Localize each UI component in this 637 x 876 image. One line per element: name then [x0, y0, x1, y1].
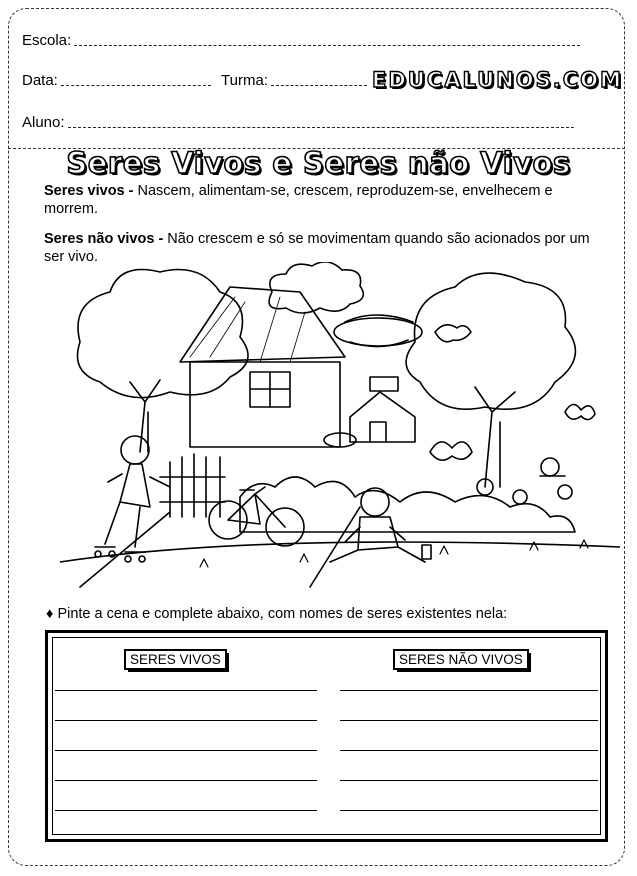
nonliving-text: Não crescem e só se movimentam quando são acionados por um ser vivo.: [44, 231, 590, 265]
house-roof-icon: [180, 287, 345, 362]
doghouse-icon: [350, 392, 415, 442]
can-icon: [422, 545, 431, 559]
living-answer-line[interactable]: [55, 810, 317, 811]
school-input-line[interactable]: [74, 44, 580, 46]
snail-icon: [541, 458, 559, 476]
date-input-line[interactable]: [61, 84, 211, 86]
living-answer-line[interactable]: [55, 690, 317, 691]
sun-icon: [334, 318, 422, 346]
nonliving-answer-line[interactable]: [340, 810, 598, 811]
class-label: Turma:: [221, 72, 268, 89]
instruction-text: [46, 606, 507, 622]
living-answer-line[interactable]: [55, 750, 317, 751]
flower-icon: [513, 490, 527, 504]
living-text: Nascem, alimentam-se, crescem, reproduzem-se, envelhecem e morrem.: [44, 183, 553, 217]
bushes-icon: [240, 477, 575, 532]
class-input-line[interactable]: [271, 84, 367, 86]
nonliving-term: Seres não vivos -: [44, 231, 164, 247]
garden-scene-illustration: [60, 262, 620, 592]
answer-table: [45, 630, 608, 842]
column-header-nonliving: SERES NÃO VIVOS: [393, 649, 529, 670]
date-field: [22, 72, 211, 89]
house-icon: [190, 362, 340, 447]
living-answer-line[interactable]: [55, 780, 317, 781]
student-field: [22, 114, 574, 131]
roller-skates-icon: [95, 547, 145, 552]
student-label: Aluno:: [22, 114, 65, 131]
page-title: Seres Vivos e Seres não Vivos: [66, 146, 571, 180]
girl-icon: [121, 436, 149, 464]
living-answer-line[interactable]: [55, 720, 317, 721]
butterfly-icon: [565, 404, 595, 419]
bullet-diamond-icon: ♦: [46, 606, 54, 622]
date-label: Data:: [22, 72, 58, 89]
student-input-line[interactable]: [68, 126, 574, 128]
school-field: [22, 32, 580, 49]
nonliving-answer-line[interactable]: [340, 720, 598, 721]
instruction-label: Pinte a cena e complete abaixo, com nomes de seres existentes nela:: [57, 606, 508, 622]
cloud-icon: [269, 262, 363, 313]
living-term: Seres vivos -: [44, 183, 134, 199]
flower-icon: [558, 485, 572, 499]
boy-icon: [361, 488, 389, 516]
left-tree-icon: [78, 270, 249, 398]
school-label: Escola:: [22, 32, 72, 49]
nonliving-answer-line[interactable]: [340, 690, 598, 691]
butterfly-icon: [430, 442, 472, 460]
column-header-living: SERES VIVOS: [124, 649, 227, 670]
living-definition: [44, 182, 610, 218]
nonliving-answer-line[interactable]: [340, 780, 598, 781]
right-tree-icon: [406, 273, 575, 409]
brand-logo: EDUCALUNOS.COM: [372, 68, 623, 92]
class-field: [221, 72, 367, 89]
bricks-icon: [370, 377, 398, 391]
fence-icon: [160, 454, 225, 517]
bird-icon: [435, 325, 471, 342]
nonliving-definition: [44, 230, 610, 266]
nonliving-answer-line[interactable]: [340, 750, 598, 751]
